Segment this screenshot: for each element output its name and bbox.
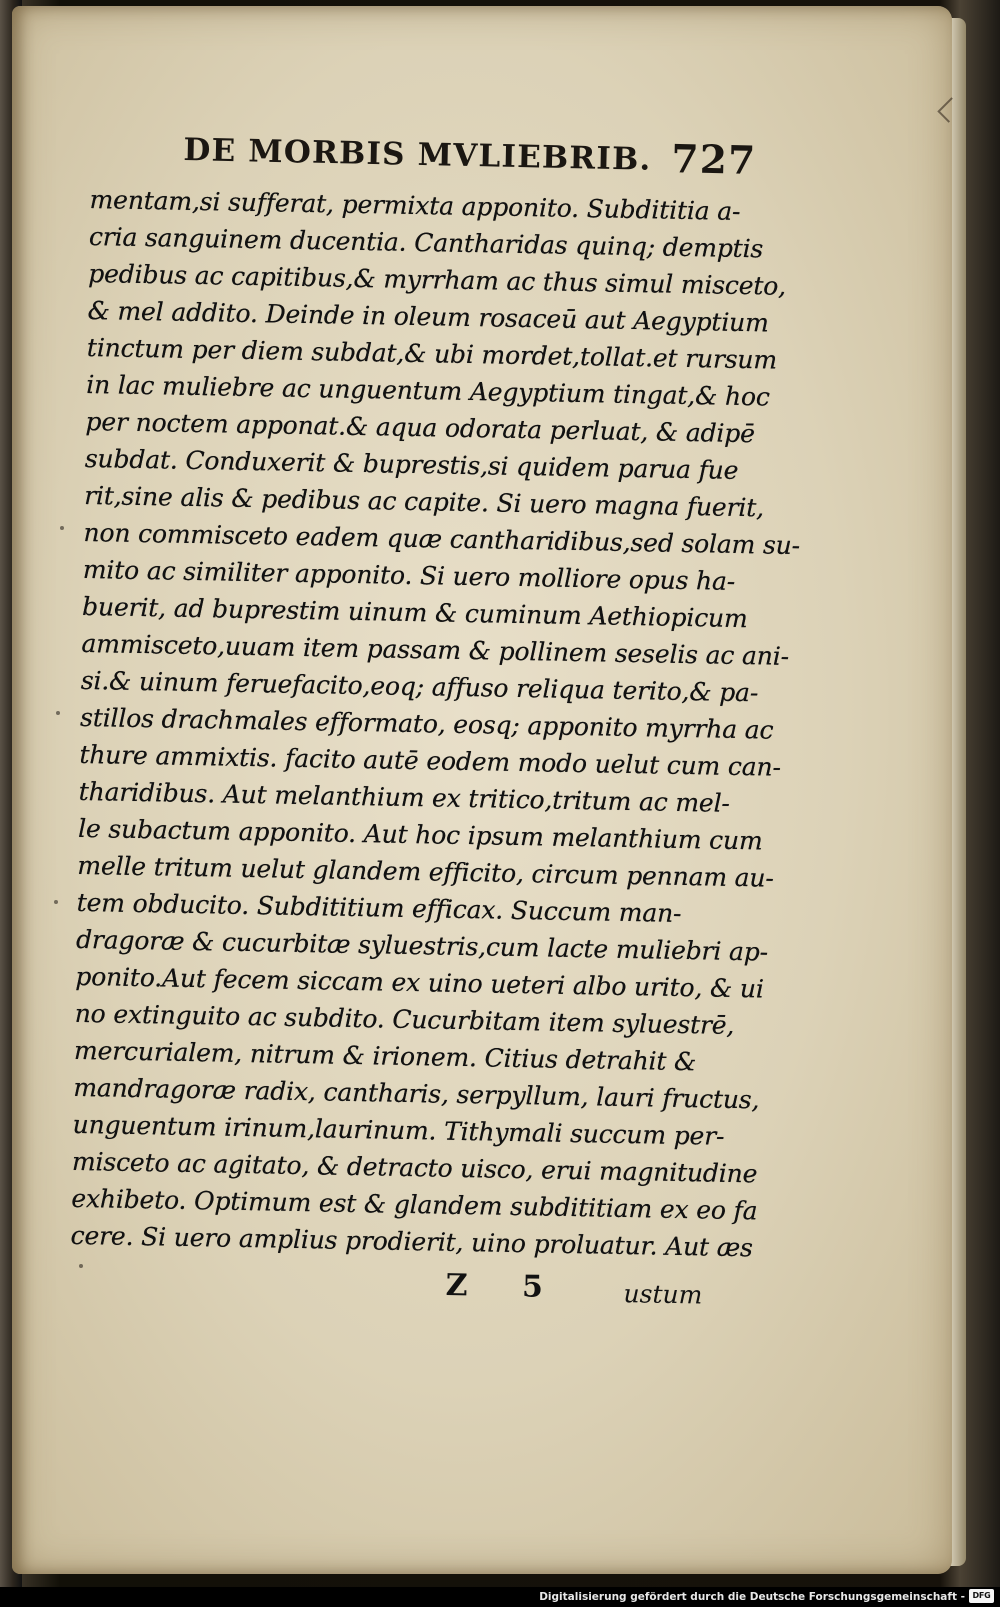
text-line: pedibus ac capitibus,& myrrham ac thus simul misceto, — [88, 258, 787, 301]
text-line: ponito.Aut fecem siccam ex uino ueteri albo urito, & ui — [75, 961, 765, 1004]
text-line: in lac muliebre ac unguentum Aegyptium tingat,& hoc — [86, 369, 770, 412]
margin-dot — [79, 1264, 83, 1268]
digitization-credit-text: Digitalisierung gefördert durch die Deutsche Forschungsgemeinschaft - — [539, 1591, 965, 1603]
margin-dot — [54, 900, 58, 904]
main-text-block — [70, 181, 801, 1308]
text-line: melle tritum uelut glandem efficito, circum pennam au- — [77, 850, 774, 893]
text-line: tem obducito. Subdititium efficax. Succum man- — [76, 887, 682, 928]
text-line: rit,sine alis & pedibus ac capite. Si uero magna fuerit, — [83, 480, 765, 523]
running-title: DE MORBIS MVLIEBRIB. — [183, 131, 652, 178]
signature-mark: Z 5 — [445, 1268, 566, 1306]
text-line: thure ammixtis. facito autē eodem modo uelut cum can- — [79, 739, 782, 782]
book-page — [12, 6, 952, 1574]
catchword: ustum — [623, 1279, 703, 1310]
margin-dot — [56, 711, 60, 715]
text-line: per noctem apponat.& aqua odorata perluat, & adipē — [85, 406, 756, 449]
text-line: dragoræ & cucurbitæ syluestris,cum lacte muliebri ap- — [75, 924, 769, 967]
text-line: stillos drachmales efformato, eosq; apponito myrrha ac — [79, 702, 774, 745]
text-line: non commisceto eadem quæ cantharidibus,sed solam su- — [83, 517, 801, 561]
text-line: mandragoræ radix, cantharis, serpyllum, lauri fructus, — [73, 1072, 760, 1115]
margin-dot — [60, 526, 64, 530]
text-line: mentam,si sufferat, permixta apponito. Subdititia a- — [89, 184, 741, 226]
text-line: misceto ac agitato, & detracto uisco, erui magnitudine — [71, 1146, 758, 1189]
page-footer — [445, 1268, 716, 1317]
text-line: si.& uinum feruefacito,eoq; affuso reliqua terito,& pa- — [80, 665, 759, 708]
dfg-logo-icon: DFG — [969, 1589, 994, 1603]
text-line: le subactum apponito. Aut hoc ipsum melanthium cum — [77, 813, 763, 856]
text-line: cere. Si uero amplius prodierit, uino proluatur. Aut æs — [70, 1220, 754, 1263]
text-line: ammisceto,uuam item passam & pollinem seselis ac ani- — [81, 628, 790, 671]
text-line: & mel addito. Deinde in oleum rosaceū aut Aegyptium — [87, 295, 769, 338]
text-line: unguentum irinum,laurinum. Tithymali succum per- — [72, 1109, 725, 1151]
text-line: buerit, ad buprestim uinum & cuminum Aethiopicum — [81, 591, 748, 634]
text-line: tharidibus. Aut melanthium ex tritico,tritum ac mel- — [78, 776, 731, 818]
text-line: subdat. Conduxerit & buprestis,si quidem parua fue — [84, 443, 739, 485]
text-line: mito ac similiter apponito. Si uero molliore opus ha- — [82, 554, 736, 596]
text-line: mercurialem, nitrum & irionem. Citius detrahit & — [73, 1035, 697, 1077]
text-line: tinctum per diem subdat,& ubi mordet,tollat.et rursum — [86, 332, 778, 375]
text-line: exhibeto. Optimum est & glandem subdititiam ex eo fa — [71, 1183, 758, 1226]
page-number: 727 — [670, 136, 757, 184]
text-line: no extinguito ac subdito. Cucurbitam item syluestrē, — [74, 998, 735, 1040]
text-line: cria sanguinem ducentia. Cantharidas quinq; demptis — [88, 221, 764, 264]
running-head — [183, 126, 757, 186]
